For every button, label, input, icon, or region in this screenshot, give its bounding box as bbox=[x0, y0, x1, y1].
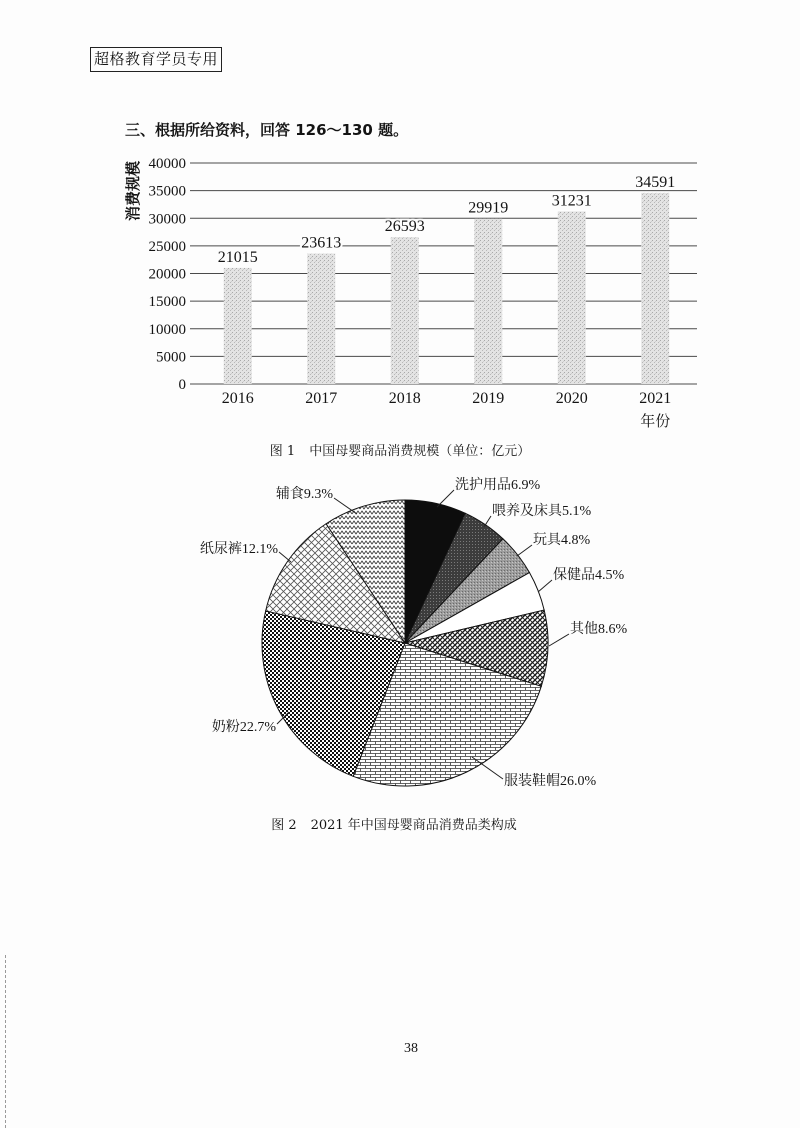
figure-1-number: 图 1 bbox=[269, 444, 296, 459]
pie-slice-label bbox=[200, 541, 279, 557]
bar-2020 bbox=[558, 211, 586, 384]
x-tick-label: 2016 bbox=[221, 390, 254, 407]
pie-slice-percent: 12.1% bbox=[241, 542, 278, 557]
y-tick-label: 35000 bbox=[148, 183, 186, 200]
pie-slice-percent: 4.5% bbox=[595, 568, 625, 583]
pie-leader-line bbox=[538, 580, 552, 592]
figure-2-number: 图 2 bbox=[271, 818, 297, 833]
pie-slice-category: 洗护用品 bbox=[455, 478, 511, 493]
x-tick-label: 2017 bbox=[305, 390, 338, 407]
pie-slice-category: 其他 bbox=[570, 622, 598, 637]
pie-slice-category: 玩具 bbox=[533, 533, 561, 548]
pie-slice-percent: 6.9% bbox=[511, 478, 541, 493]
x-tick-label: 2020 bbox=[555, 390, 588, 407]
pie-slice-label bbox=[553, 566, 625, 583]
bar-value-label: 31231 bbox=[551, 192, 592, 210]
bar-value-label: 26593 bbox=[384, 218, 425, 236]
pie-chart-category-composition bbox=[200, 476, 628, 789]
figure-1-caption bbox=[0, 443, 800, 461]
pie-slice-label bbox=[212, 718, 277, 735]
pie-leader-line bbox=[437, 490, 454, 507]
pie-slice-label bbox=[455, 476, 541, 493]
bar-2021 bbox=[641, 193, 669, 384]
bar-chart-consumption-scale bbox=[124, 156, 697, 430]
pie-leader-line bbox=[279, 552, 291, 562]
pie-slice-category: 保健品 bbox=[553, 568, 595, 583]
y-tick-label: 15000 bbox=[148, 294, 186, 311]
pie-slice-label bbox=[276, 485, 334, 502]
bar-2019 bbox=[474, 219, 502, 384]
pie-leader-line bbox=[484, 516, 491, 527]
pie-slice-percent: 22.7% bbox=[239, 720, 276, 735]
pie-slice-category: 纸尿裤 bbox=[199, 542, 242, 557]
y-tick-label: 20000 bbox=[148, 266, 186, 283]
pie-slice-category: 奶粉 bbox=[211, 720, 240, 735]
pie-slice-percent: 9.3% bbox=[303, 487, 333, 502]
y-tick-label: 5000 bbox=[156, 349, 186, 366]
pie-slice-label bbox=[492, 503, 592, 519]
bar-value-label: 29919 bbox=[468, 199, 509, 217]
figure-1-title: 中国母婴商品消费规模（单位：亿元） bbox=[309, 444, 531, 459]
y-tick-label: 30000 bbox=[148, 211, 186, 228]
bar-2016 bbox=[224, 268, 252, 384]
y-tick-label: 25000 bbox=[148, 238, 186, 255]
bar-value-label: 21015 bbox=[217, 248, 258, 266]
pie-slice-percent: 8.6% bbox=[598, 622, 628, 637]
pie-slice-label bbox=[504, 772, 597, 789]
scan-edge-artifact bbox=[5, 955, 6, 1128]
pie-slice-percent: 4.8% bbox=[561, 533, 591, 548]
figure-2-title: 2021 年中国母婴商品消费品类构成 bbox=[310, 818, 517, 833]
x-tick-label: 2021 bbox=[639, 390, 672, 407]
x-axis-title: 年份 bbox=[640, 412, 671, 430]
y-tick-label: 0 bbox=[178, 377, 186, 393]
pie-slice-label bbox=[533, 532, 591, 548]
bar-value-label: 23613 bbox=[301, 234, 342, 252]
y-tick-label: 10000 bbox=[148, 321, 186, 338]
pie-leader-line bbox=[517, 545, 532, 556]
bar-2018 bbox=[391, 237, 419, 384]
pie-slice-percent: 26.0% bbox=[560, 774, 597, 789]
pie-leader-line bbox=[334, 498, 357, 514]
x-tick-label: 2018 bbox=[388, 390, 421, 407]
y-tick-label: 40000 bbox=[148, 156, 186, 172]
pie-slice-label bbox=[570, 621, 628, 637]
page-number: 38 bbox=[404, 1041, 418, 1056]
pie-slice-category: 喂养及床具 bbox=[492, 504, 562, 519]
x-tick-label: 2019 bbox=[472, 390, 505, 407]
header-tag: 超格教育学员专用 bbox=[90, 47, 222, 72]
pie-slice-category: 服装鞋帽 bbox=[504, 774, 560, 789]
pie-leader-line bbox=[549, 634, 569, 646]
bar-2017 bbox=[307, 254, 335, 384]
figure-2-caption bbox=[0, 817, 794, 835]
pie-slice-category: 辅食 bbox=[275, 487, 304, 502]
bar-value-label: 34591 bbox=[635, 173, 676, 191]
question-heading: 三、根据所给资料，回答 126～130 题。 bbox=[125, 121, 409, 139]
y-axis-title: 消费规模 bbox=[124, 160, 142, 222]
pie-slice-percent: 5.1% bbox=[562, 504, 592, 519]
